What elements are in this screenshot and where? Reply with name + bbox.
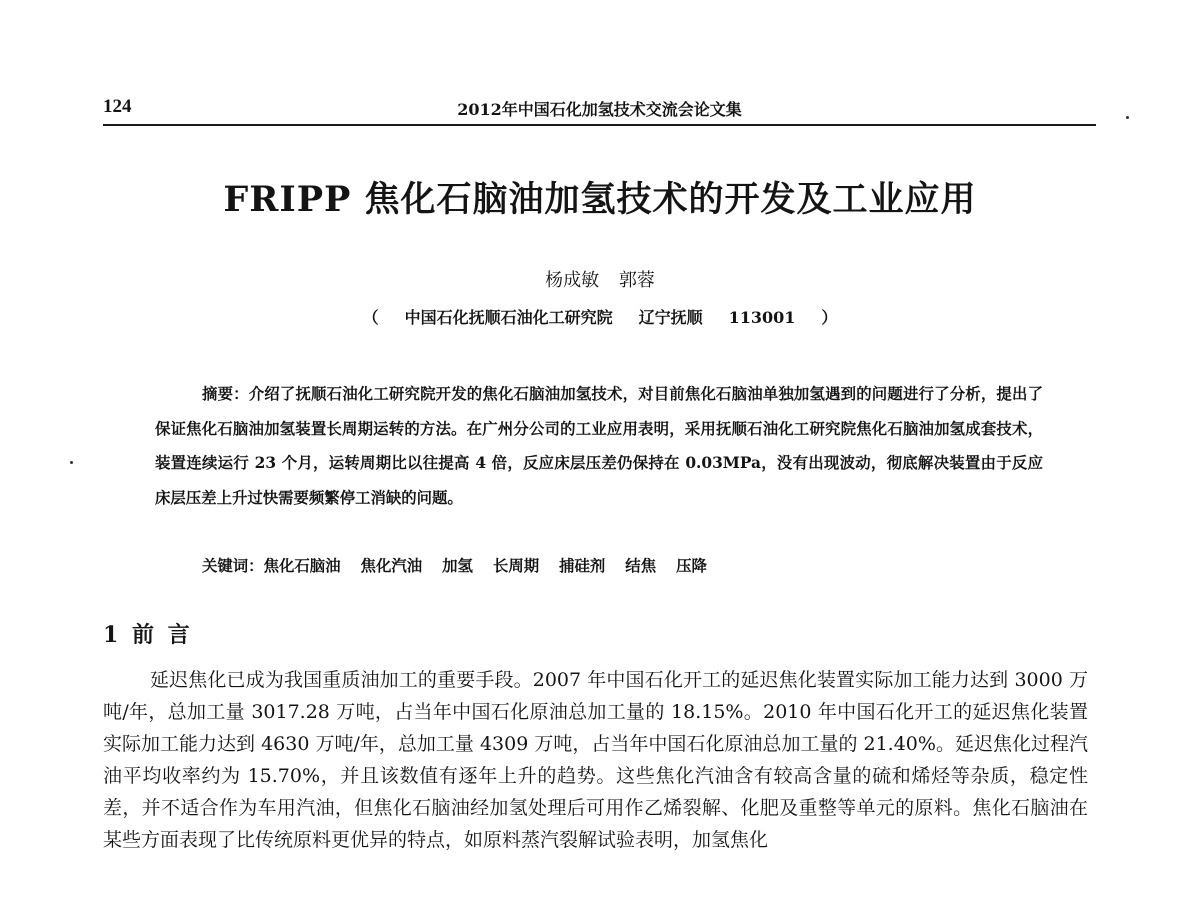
section-heading: 1 前 言: [103, 622, 193, 648]
page-header: [103, 94, 1096, 126]
body-paragraph: [103, 664, 1088, 856]
keywords-label: 关键词：: [202, 557, 264, 575]
affiliation-close-paren: ）: [821, 308, 838, 327]
paragraph-text: 延迟焦化已成为我国重质油加工的重要手段。2007 年中国石化开工的延迟焦化装置实际加工能力达到 3000 万吨/年，总加工量 3017.28 万吨，占当年中国石化原油总加工量的 18.15%。2010 年中国石化开工的延迟焦化装置实际加工能力达到 4630 万吨/年，总加工量 4309 万吨，占当年中国石化原油总加工量的 21.40%。延迟焦化过程汽油平均收率约为 15.70%，并且该数值有逐年上升的趋势。这些焦化汽油含有较高含量的硫和烯烃等杂质，稳定性差，并不适合作为车用汽油，但焦化石脑油经加氢处理后可用作乙烯裂解、化肥及重整等单元的原料。焦化石脑油在某些方面表现了比传统原料更优异的特点，如原料蒸汽裂解试验表明，加氢焦化: [103, 669, 1088, 851]
author-affiliation: [0, 305, 1200, 328]
scan-speck: [70, 461, 73, 464]
paper-title: FRIPP 焦化石脑油加氢技术的开发及工业应用: [223, 179, 977, 220]
keyword-item: 压降: [676, 557, 707, 575]
scan-speck: [1126, 116, 1129, 119]
affiliation-open-paren: （: [362, 308, 379, 327]
affiliation-location: 辽宁抚顺: [638, 308, 703, 327]
keyword-item: 焦化石脑油: [263, 557, 341, 575]
keywords-line: [202, 554, 727, 576]
keyword-item: 捕硅剂: [559, 557, 606, 575]
keyword-item: 加氢: [442, 557, 473, 575]
running-head: 2012年中国石化加氢技术交流会论文集: [457, 100, 742, 119]
author-names: 杨成敏 郭蓉: [545, 270, 655, 291]
affiliation-institution: 中国石化抚顺石油化工研究院: [404, 308, 613, 327]
abstract-label: 摘要：: [202, 385, 249, 403]
affiliation-postcode: 113001: [728, 308, 796, 327]
keyword-item: 长周期: [492, 557, 540, 575]
keyword-item: 焦化汽油: [360, 557, 423, 575]
abstract-text: 介绍了抚顺石油化工研究院开发的焦化石脑油加氢技术，对目前焦化石脑油单独加氢遇到的问题进行了分析，提出了保证焦化石脑油加氢装置长周期运转的方法。在广州分公司的工业应用表明，采用抚顺石油化工研究院焦化石脑油加氢成套技术，装置连续运行 23 个月，运转周期比以往提高 4 倍，反应床层压差仍保持在 0.03MPa，没有出现波动，彻底解决装置由于反应床层压差上升过快需要频繁停工消缺的问题。: [155, 385, 1043, 507]
abstract-block: [155, 377, 1043, 515]
page-number: 124: [103, 96, 132, 117]
keyword-item: 结焦: [625, 557, 657, 575]
